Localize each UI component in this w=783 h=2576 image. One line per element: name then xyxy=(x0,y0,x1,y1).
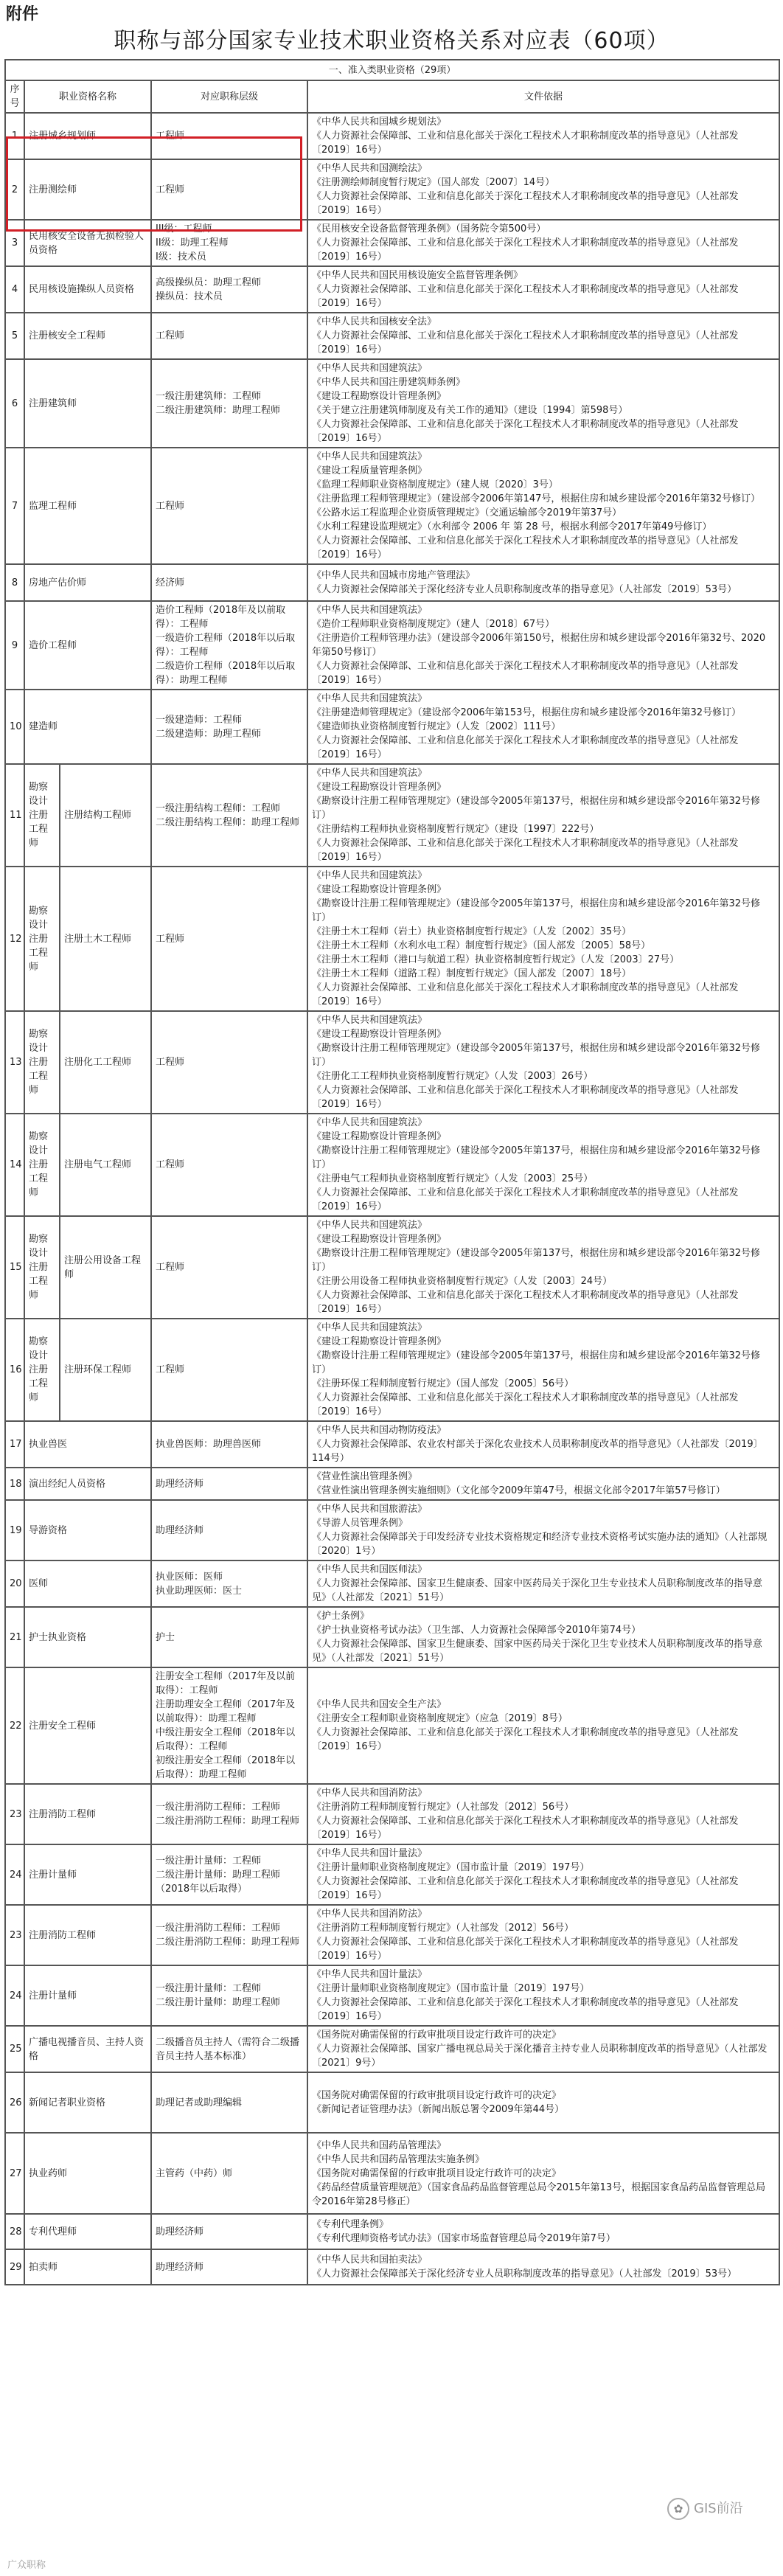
document-basis: 《中华人民共和国旅游法》 《导游人员管理条例》 《人力资源社会保障部关于印发经济专业技术资格规定和经济专业技术资格考试实施办法的通知》（人社部规〔2020〕1号） xyxy=(307,1500,779,1560)
title-level: 工程师 xyxy=(151,113,307,159)
header-name: 职业资格名称 xyxy=(24,80,151,113)
title-level: 工程师 xyxy=(151,159,307,220)
document-basis: 《中华人民共和国建筑法》 《建设工程勘察设计管理条例》 《勘察设计注册工程师管理规定》（建设部令2005年第137号，根据住房和城乡建设部令2016年第32号修订） 《注册电气工程师执业资格制度暂行规定》（人发〔2003〕25号） 《人力资源社会保障部、工业和信息化部关于深化工程技术人才职称制度改革的指导意见》（人社部发〔2019〕16号） xyxy=(307,1114,779,1216)
table-row xyxy=(5,2249,779,2285)
watermark-left: 广众职称 xyxy=(7,2560,46,2571)
document-basis: 《中华人民共和国拍卖法》 《人力资源社会保障部关于深化经济专业人员职称制度改革的指导意见》（人社部发〔2019〕53号） xyxy=(307,2249,779,2285)
title-level: 助理记者或助理编辑 xyxy=(151,2072,307,2133)
qualification-name: 执业药师 xyxy=(24,2133,151,2214)
document-basis: 《中华人民共和国药品管理法》 《中华人民共和国药品管理法实施条例》 《国务院对确需保留的行政审批项目设定行政许可的决定》 《药品经营质量管理规范》（国家食品药品监督管理总局令2015年第13号，根据国家食品药品监督管理总局令2016年第28号修正） xyxy=(307,2133,779,2214)
document-basis: 《中华人民共和国建筑法》 《建设工程勘察设计管理条例》 《勘察设计注册工程师管理规定》（建设部令2005年第137号，根据住房和城乡建设部令2016年第32号修订） 《注册环保工程师制度暂行规定》（国人部发〔2005〕56号） 《人力资源社会保障部、工业和信息化部关于深化工程技术人才职称制度改革的指导意见》（人社部发〔2019〕16号） xyxy=(307,1319,779,1421)
qualification-name: 注册安全工程师 xyxy=(24,1667,151,1784)
table-row xyxy=(5,448,779,564)
row-number: 23 xyxy=(5,1784,24,1844)
table-row xyxy=(5,601,779,690)
document-basis: 《中华人民共和国建筑法》 《建设工程勘察设计管理条例》 《勘察设计注册工程师管理规定》（建设部令2005年第137号，根据住房和城乡建设部令2016年第32号修订） 《注册结构工程师执业资格制度暂行规定》（建设〔1997〕222号） 《人力资源社会保障部、工业和信息化部关于深化工程技术人才职称制度改革的指导意见》（人社部发〔2019〕16号） xyxy=(307,764,779,867)
title-level: 助理经济师 xyxy=(151,1468,307,1500)
table-row xyxy=(5,159,779,220)
table-row xyxy=(5,1216,779,1319)
watermark-right xyxy=(667,2498,743,2520)
table-row xyxy=(5,1011,779,1114)
title-level: 注册安全工程师（2017年及以前取得）：工程师 注册助理安全工程师（2017年及以前取得）：助理工程师 中级注册安全工程师（2018年以后取得）：工程师 初级注册安全工程师（2018年以后取得）：助理工程师 xyxy=(151,1667,307,1784)
table-row xyxy=(5,1421,779,1468)
table-row xyxy=(5,1965,779,2026)
document-basis: 《中华人民共和国消防法》 《注册消防工程师制度暂行规定》（人社部发〔2012〕56号） 《人力资源社会保障部、工业和信息化部关于深化工程技术人才职称制度改革的指导意见》（人社部发〔2019〕16号） xyxy=(307,1905,779,1965)
qualification-name: 造价工程师 xyxy=(24,601,151,690)
qualification-group: 勘察设计注册工程师 xyxy=(24,764,60,867)
document-basis: 《中华人民共和国建筑法》 《建设工程勘察设计管理条例》 《勘察设计注册工程师管理规定》（建设部令2005年第137号，根据住房和城乡建设部令2016年第32号修订） 《注册公用设备工程师执业资格制度暂行规定》（人发〔2003〕24号） 《人力资源社会保障部、工业和信息化部关于深化工程技术人才职称制度改革的指导意见》（人社部发〔2019〕16号） xyxy=(307,1216,779,1319)
document-basis: 《护士条例》 《护士执业资格考试办法》（卫生部、人力资源社会保障部令2010年第74号） 《人力资源社会保障部、国家卫生健康委、国家中医药局关于深化卫生专业技术人员职称制度改革的指导意见》（人社部发〔2021〕51号） xyxy=(307,1607,779,1667)
title-level: 执业兽医师：助理兽医师 xyxy=(151,1421,307,1468)
row-number: 2 xyxy=(5,159,24,220)
document-basis: 《民用核安全设备监督管理条例》（国务院令第500号） 《人力资源社会保障部、工业和信息化部关于深化工程技术人才职称制度改革的指导意见》（人社部发〔2019〕16号） xyxy=(307,220,779,266)
title-level: 一级注册计量师：工程师 二级注册计量师：助理工程师（2018年以后取得） xyxy=(151,1844,307,1905)
row-number: 24 xyxy=(5,1844,24,1905)
document-basis: 《中华人民共和国城乡规划法》 《人力资源社会保障部、工业和信息化部关于深化工程技术人才职称制度改革的指导意见》（人社部发〔2019〕16号） xyxy=(307,113,779,159)
row-number: 25 xyxy=(5,2026,24,2072)
document-basis: 《中华人民共和国建筑法》 《中华人民共和国注册建筑师条例》 《建设工程勘察设计管理条例》 《关于建立注册建筑师制度及有关工作的通知》（建设〔1994〕第598号） 《人力资源社会保障部、工业和信息化部关于深化工程技术人才职称制度改革的指导意见》（人社部发〔2019〕16号） xyxy=(307,359,779,448)
row-number: 12 xyxy=(5,867,24,1011)
row-number: 14 xyxy=(5,1114,24,1216)
row-number: 26 xyxy=(5,2072,24,2133)
title-level: 二级播音员主持人（需符合二级播音员主持人基本标准） xyxy=(151,2026,307,2072)
row-number: 20 xyxy=(5,1560,24,1607)
document-basis: 《中华人民共和国计量法》 《注册计量师职业资格制度规定》（国市监计量〔2019〕197号） 《人力资源社会保障部、工业和信息化部关于深化工程技术人才职称制度改革的指导意见》（人社部发〔2019〕16号） xyxy=(307,1844,779,1905)
document-basis: 《中华人民共和国动物防疫法》 《人力资源社会保障部、农业农村部关于深化农业技术人员职称制度改革的指导意见》（人社部发〔2019〕114号） xyxy=(307,1421,779,1468)
title-level: 护士 xyxy=(151,1607,307,1667)
row-number: 16 xyxy=(5,1319,24,1421)
row-number: 15 xyxy=(5,1216,24,1319)
qualification-name: 注册计量师 xyxy=(24,1844,151,1905)
qualification-name: 专利代理师 xyxy=(24,2214,151,2249)
title-level: 工程师 xyxy=(151,448,307,564)
qualification-name: 房地产估价师 xyxy=(24,564,151,601)
row-number: 10 xyxy=(5,690,24,764)
qualification-name: 拍卖师 xyxy=(24,2249,151,2285)
title-level: 高级操纵员：助理工程师 操纵员：技术员 xyxy=(151,266,307,313)
qualification-name: 广播电视播音员、主持人资格 xyxy=(24,2026,151,2072)
document-basis: 《国务院对确需保留的行政审批项目设定行政许可的决定》 《人力资源社会保障部、国家广播电视总局关于深化播音主持专业人员职称制度改革的指导意见》（人社部发〔2021〕9号） xyxy=(307,2026,779,2072)
title-level: 助理经济师 xyxy=(151,2249,307,2285)
document-basis: 《中华人民共和国医师法》 《人力资源社会保障部、国家卫生健康委、国家中医药局关于深化卫生专业技术人员职称制度改革的指导意见》（人社部发〔2021〕51号） xyxy=(307,1560,779,1607)
table-row xyxy=(5,1844,779,1905)
title-level: 一级注册计量师：工程师 二级注册计量师：助理工程师 xyxy=(151,1965,307,2026)
title-level: 一级注册消防工程师：工程师 二级注册消防工程师：助理工程师 xyxy=(151,1905,307,1965)
document-basis: 《中华人民共和国计量法》 《注册计量师职业资格制度规定》（国市监计量〔2019〕197号） 《人力资源社会保障部、工业和信息化部关于深化工程技术人才职称制度改革的指导意见》（人社部发〔2019〕16号） xyxy=(307,1965,779,2026)
section-title: 一、准入类职业资格（29项） xyxy=(5,60,779,80)
row-number: 1 xyxy=(5,113,24,159)
qualification-name: 监理工程师 xyxy=(24,448,151,564)
title-level: 执业医师：医师 执业助理医师：医士 xyxy=(151,1560,307,1607)
document-basis: 《中华人民共和国城市房地产管理法》 《人力资源社会保障部关于深化经济专业人员职称制度改革的指导意见》（人社部发〔2019〕53号） xyxy=(307,564,779,601)
table-row xyxy=(5,1784,779,1844)
qualification-name: 新闻记者职业资格 xyxy=(24,2072,151,2133)
qualification-name: 演出经纪人员资格 xyxy=(24,1468,151,1500)
document-basis: 《中华人民共和国核安全法》 《人力资源社会保障部、工业和信息化部关于深化工程技术人才职称制度改革的指导意见》（人社部发〔2019〕16号） xyxy=(307,313,779,359)
qualification-name: 注册结构工程师 xyxy=(60,764,151,867)
document-basis: 《中华人民共和国消防法》 《注册消防工程师制度暂行规定》（人社部发〔2012〕56号） 《人力资源社会保障部、工业和信息化部关于深化工程技术人才职称制度改革的指导意见》（人社部发〔2019〕16号） xyxy=(307,1784,779,1844)
document-basis: 《营业性演出管理条例》 《营业性演出管理条例实施细则》（文化部令2009年第47号，根据文化部令2017年第57号修订） xyxy=(307,1468,779,1500)
header-no: 序号 xyxy=(5,80,24,113)
title-level: 工程师 xyxy=(151,313,307,359)
qualification-name: 注册化工工程师 xyxy=(60,1011,151,1114)
table-row xyxy=(5,2072,779,2133)
qualification-name: 护士执业资格 xyxy=(24,1607,151,1667)
title-level: III级：工程师 II级：助理工程师 I级：技术员 xyxy=(151,220,307,266)
table-row xyxy=(5,2026,779,2072)
qualification-name: 注册消防工程师 xyxy=(24,1784,151,1844)
document-basis: 《专利代理条例》 《专利代理师资格考试办法》（国家市场监督管理总局令2019年第7号） xyxy=(307,2214,779,2249)
table-row xyxy=(5,1667,779,1784)
header-basis: 文件依据 xyxy=(307,80,779,113)
qualification-name: 注册电气工程师 xyxy=(60,1114,151,1216)
title-level: 工程师 xyxy=(151,1011,307,1114)
title-level: 工程师 xyxy=(151,867,307,1011)
row-number: 22 xyxy=(5,1667,24,1784)
row-number: 24 xyxy=(5,1965,24,2026)
qualification-table xyxy=(4,59,780,2285)
title-level: 主管药（中药）师 xyxy=(151,2133,307,2214)
attachment-label: 附件 xyxy=(6,5,39,24)
document-title: 职称与部分国家专业技术职业资格关系对应表（60项） xyxy=(114,28,669,54)
row-number: 7 xyxy=(5,448,24,564)
table-row xyxy=(5,867,779,1011)
title-level: 工程师 xyxy=(151,1216,307,1319)
title-level: 工程师 xyxy=(151,1319,307,1421)
title-level: 一级注册建筑师：工程师 二级注册建筑师：助理工程师 xyxy=(151,359,307,448)
document-basis: 《中华人民共和国民用核设施安全监督管理条例》 《人力资源社会保障部、工业和信息化部关于深化工程技术人才职称制度改革的指导意见》（人社部发〔2019〕16号） xyxy=(307,266,779,313)
row-number: 3 xyxy=(5,220,24,266)
document-basis: 《中华人民共和国测绘法》 《注册测绘师制度暂行规定》（国人部发〔2007〕14号） 《人力资源社会保障部、工业和信息化部关于深化工程技术人才职称制度改革的指导意见》（人社部发〔2019〕16号） xyxy=(307,159,779,220)
qualification-name: 注册建筑师 xyxy=(24,359,151,448)
title-level: 一级注册结构工程师：工程师 二级注册结构工程师：助理工程师 xyxy=(151,764,307,867)
row-number: 19 xyxy=(5,1500,24,1560)
qualification-name: 民用核设施操纵人员资格 xyxy=(24,266,151,313)
qualification-name: 注册城乡规划师 xyxy=(24,113,151,159)
row-number: 5 xyxy=(5,313,24,359)
qualification-group: 勘察设计注册工程师 xyxy=(24,1114,60,1216)
table-row xyxy=(5,1468,779,1500)
table-row xyxy=(5,266,779,313)
document-basis: 《中华人民共和国安全生产法》 《注册安全工程师职业资格制度规定》（应急〔2019〕8号） 《人力资源社会保障部、工业和信息化部关于深化工程技术人才职称制度改革的指导意见》（人社部发〔2019〕16号） xyxy=(307,1667,779,1784)
row-number: 6 xyxy=(5,359,24,448)
wechat-icon: ✿ xyxy=(667,2498,689,2520)
header-title-level: 对应职称层级 xyxy=(151,80,307,113)
title-level: 助理经济师 xyxy=(151,2214,307,2249)
row-number: 8 xyxy=(5,564,24,601)
row-number: 21 xyxy=(5,1607,24,1667)
table-row xyxy=(5,564,779,601)
row-number: 13 xyxy=(5,1011,24,1114)
qualification-name: 注册公用设备工程师 xyxy=(60,1216,151,1319)
qualification-group: 勘察设计注册工程师 xyxy=(24,1011,60,1114)
table-row xyxy=(5,764,779,867)
qualification-name: 注册测绘师 xyxy=(24,159,151,220)
row-number: 17 xyxy=(5,1421,24,1468)
qualification-name: 执业兽医 xyxy=(24,1421,151,1468)
qualification-name: 导游资格 xyxy=(24,1500,151,1560)
row-number: 11 xyxy=(5,764,24,867)
row-number: 4 xyxy=(5,266,24,313)
table-row xyxy=(5,2133,779,2214)
row-number: 29 xyxy=(5,2249,24,2285)
title-level: 造价工程师（2018年及以前取得）：工程师 一级造价工程师（2018年以后取得）：工程师 二级造价工程师（2018年以后取得）：助理工程师 xyxy=(151,601,307,690)
table-row xyxy=(5,113,779,159)
row-number: 18 xyxy=(5,1468,24,1500)
document-basis: 《中华人民共和国建筑法》 《注册建造师管理规定》（建设部令2006年第153号，根据住房和城乡建设部令2016年第32号修订） 《建造师执业资格制度暂行规定》（人发〔2002〕111号） 《人力资源社会保障部、工业和信息化部关于深化工程技术人才职称制度改革的指导意见》（人社部发〔2019〕16号） xyxy=(307,690,779,764)
qualification-group: 勘察设计注册工程师 xyxy=(24,1216,60,1319)
title-level: 一级建造师：工程师 二级建造师：助理工程师 xyxy=(151,690,307,764)
table-row xyxy=(5,1319,779,1421)
title-level: 一级注册消防工程师：工程师 二级注册消防工程师：助理工程师 xyxy=(151,1784,307,1844)
row-number: 9 xyxy=(5,601,24,690)
row-number: 23 xyxy=(5,1905,24,1965)
table-row xyxy=(5,313,779,359)
qualification-name: 医师 xyxy=(24,1560,151,1607)
qualification-name: 注册计量师 xyxy=(24,1965,151,2026)
table-row xyxy=(5,220,779,266)
table-row xyxy=(5,359,779,448)
table-row xyxy=(5,1114,779,1216)
row-number: 27 xyxy=(5,2133,24,2214)
watermark-right-text: GIS前沿 xyxy=(694,2501,743,2516)
table-row xyxy=(5,2214,779,2249)
table-row xyxy=(5,690,779,764)
title-level: 经济师 xyxy=(151,564,307,601)
qualification-group: 勘察设计注册工程师 xyxy=(24,867,60,1011)
table-row xyxy=(5,1607,779,1667)
document-basis: 《中华人民共和国建筑法》 《造价工程师职业资格制度规定》（建人〔2018〕67号） 《注册造价工程师管理办法》（建设部令2006年第150号，根据住房和城乡建设部令2016年第32号、2020年第50号修订） 《人力资源社会保障部、工业和信息化部关于深化工程技术人才职称制度改革的指导意见》（人社部发〔2019〕16号） xyxy=(307,601,779,690)
document-basis: 《中华人民共和国建筑法》 《建设工程质量管理条例》 《监理工程师职业资格制度规定》（建人规〔2020〕3号） 《注册监理工程师管理规定》（建设部令2006年第147号，根据住房和城乡建设部令2016年第32号修订） 《公路水运工程监理企业资质管理规定》（交通运输部令2019年第37号） 《水利工程建设监理规定》（水利部令 2006 年 第 28 号，根据水利部令2017年第49号修订） 《人力资源社会保障部、工业和信息化部关于深化工程技术人才职称制度改革的指导意见》（人社部发〔2019〕16号） xyxy=(307,448,779,564)
qualification-name: 注册消防工程师 xyxy=(24,1905,151,1965)
title-level: 助理经济师 xyxy=(151,1500,307,1560)
document-basis: 《中华人民共和国建筑法》 《建设工程勘察设计管理条例》 《勘察设计注册工程师管理规定》（建设部令2005年第137号，根据住房和城乡建设部令2016年第32号修订） 《注册化工工程师执业资格制度暂行规定》（人发〔2003〕26号） 《人力资源社会保障部、工业和信息化部关于深化工程技术人才职称制度改革的指导意见》（人社部发〔2019〕16号） xyxy=(307,1011,779,1114)
qualification-group: 勘察设计注册工程师 xyxy=(24,1319,60,1421)
document-basis: 《中华人民共和国建筑法》 《建设工程勘察设计管理条例》 《勘察设计注册工程师管理规定》（建设部令2005年第137号，根据住房和城乡建设部令2016年第32号修订） 《注册土木工程师（岩土）执业资格制度暂行规定》（人发〔2002〕35号） 《注册土木工程师（水利水电工程）制度暂行规定》（国人部发〔2005〕58号） 《注册土木工程师（港口与航道工程）执业资格制度暂行规定》（人发〔2003〕27号） 《注册土木工程师（道路工程）制度暂行规定》（国人部发〔2007〕18号） 《人力资源社会保障部、工业和信息化部关于深化工程技术人才职称制度改革的指导意见》（人社部发〔2019〕16号） xyxy=(307,867,779,1011)
qualification-name: 注册环保工程师 xyxy=(60,1319,151,1421)
qualification-name: 建造师 xyxy=(24,690,151,764)
title-level: 工程师 xyxy=(151,1114,307,1216)
table-row xyxy=(5,1905,779,1965)
qualification-name: 民用核安全设备无损检验人员资格 xyxy=(24,220,151,266)
table-row xyxy=(5,1560,779,1607)
qualification-name: 注册土木工程师 xyxy=(60,867,151,1011)
document-basis: 《国务院对确需保留的行政审批项目设定行政许可的决定》 《新闻记者证管理办法》（新闻出版总署令2009年第44号） xyxy=(307,2072,779,2133)
qualification-name: 注册核安全工程师 xyxy=(24,313,151,359)
row-number: 28 xyxy=(5,2214,24,2249)
table-row xyxy=(5,1500,779,1560)
